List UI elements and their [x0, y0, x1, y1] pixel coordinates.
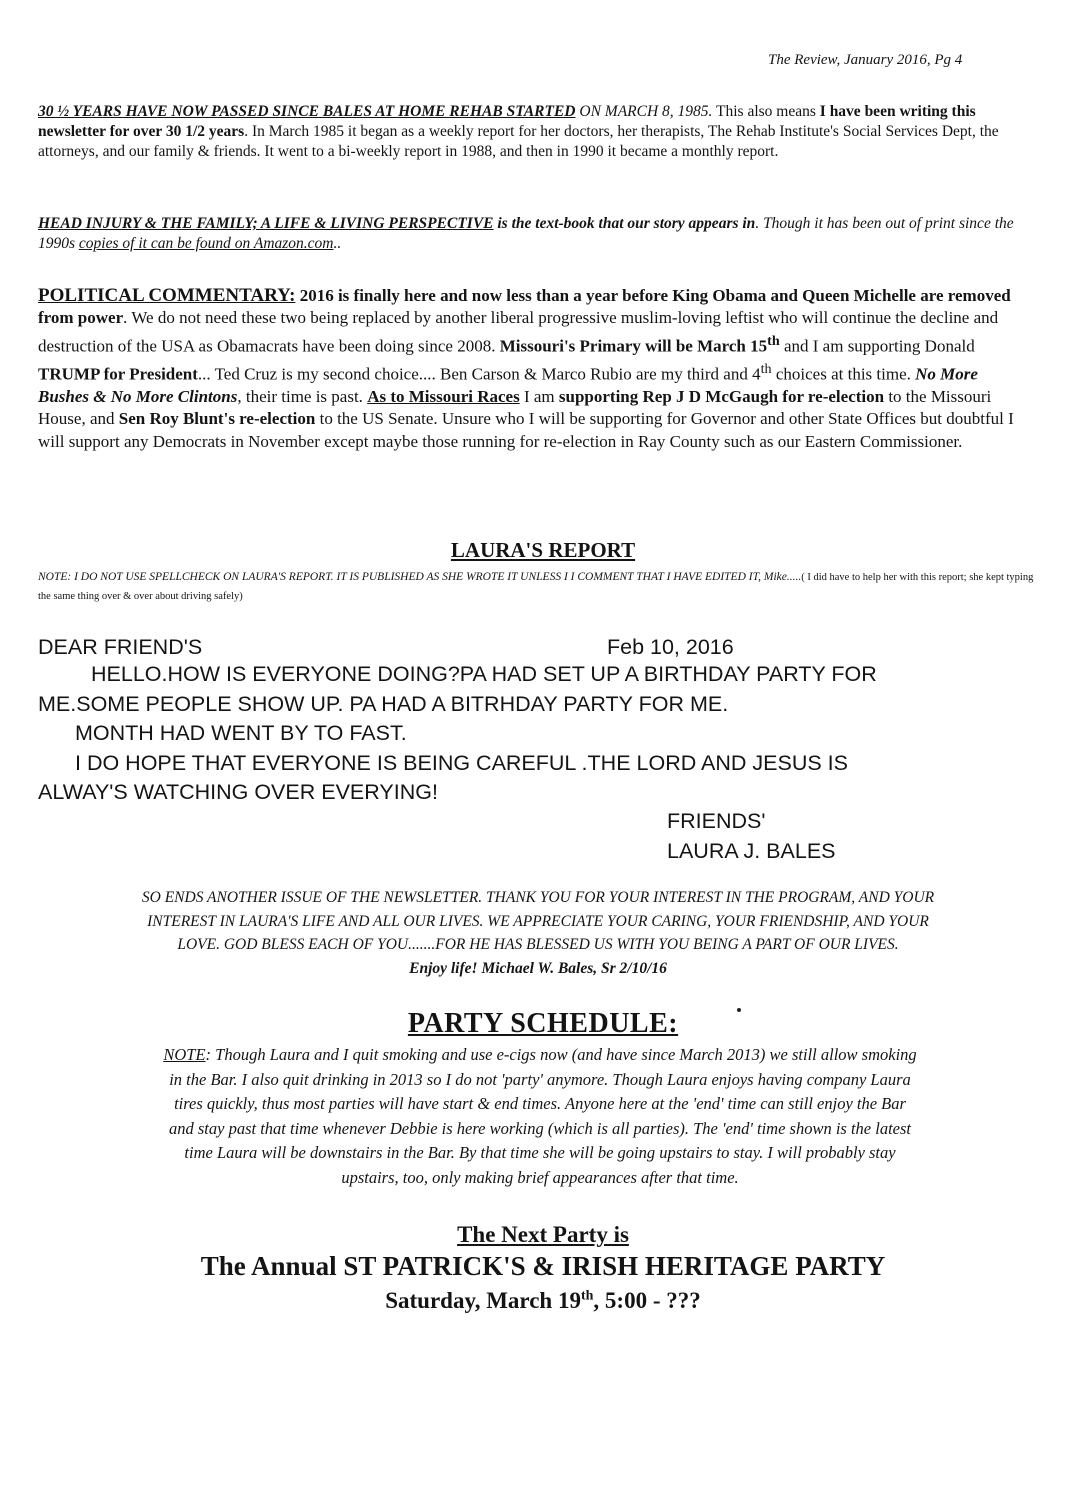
book-title: HEAD INJURY & THE FAMILY; A LIFE & LIVING PERSPECTIVE: [38, 215, 494, 232]
political-bold-1: 2016 is finally here and now less than a year before King Obama and Queen Michelle are removed from power: [38, 286, 1011, 328]
anniversary-date: ON MARCH 8, 1985.: [575, 103, 713, 120]
page-header: The Review, January 2016, Pg 4: [768, 52, 963, 68]
next-party-date-time: , 5:00 - ???: [593, 1288, 701, 1313]
party-schedule-note: [30, 1043, 1050, 1191]
political-text-4: choices at this time.: [771, 364, 916, 384]
party-schedule-title: PARTY SCHEDULE:: [407, 1008, 679, 1039]
next-party-heading: The Next Party is: [457, 1222, 629, 1247]
political-text-1: . We do not need these two being replaced by another liberal progressive muslim-loving leftist who will continue the decline and destruction of the USA as Obamacrats have been doing since 2008.: [38, 308, 999, 356]
letter-line-1: HELLO.HOW IS EVERYONE DOING?PA HAD SET UP A BIRTHDAY PARTY FOR: [91, 662, 877, 686]
political-bold-2: Missouri's Primary will be March 15: [499, 336, 768, 356]
political-text-8: to the US Senate. Unsure who I will be supporting for Governor and other State Offices but doubtful I will support any Democrats in November except maybe those running for re-election in Ray County such as our Eastern Commissioner.: [38, 409, 1014, 451]
closing-message: [38, 886, 1038, 980]
anniversary-bold: I have been writing this newsletter for over 30 1/2 years: [38, 103, 976, 140]
party-note-line-4: and stay past that time whenever Debbie is here working (which is all parties). The 'end' time shown is the latest: [169, 1118, 911, 1138]
letter-line-4: I DO HOPE THAT EVERYONE IS BEING CAREFUL .THE LORD AND JESUS IS: [75, 751, 848, 775]
letter-name: LAURA J. BALES: [667, 839, 836, 863]
book-text: . Though it has been out of print since the 1990s: [38, 215, 1014, 252]
political-text-6: I am: [519, 386, 559, 406]
anniversary-paragraph: [38, 102, 1016, 162]
political-text-5: , their time is past.: [237, 386, 368, 406]
political-sup-2: th: [760, 360, 772, 377]
political-sup-1: th: [767, 332, 780, 349]
party-note-line-3: tires quickly, thus most parties will have start & end times. Anyone here at the 'end' time can still enjoy the Bar: [174, 1094, 906, 1114]
closing-signature: Enjoy life! Michael W. Bales, Sr 2/10/16: [409, 959, 667, 977]
anniversary-text-1: This also means: [712, 103, 816, 120]
stray-dot: [737, 1008, 741, 1012]
letter-line-5: ALWAY'S WATCHING OVER EVERYING!: [38, 780, 438, 804]
closing-line-1: SO ENDS ANOTHER ISSUE OF THE NEWSLETTER. THANK YOU FOR YOUR INTEREST IN THE PROGRAM, AND YOUR: [141, 889, 935, 906]
next-party-date-sup: th: [580, 1288, 594, 1304]
next-party-name: The Annual ST PATRICK'S & IRISH HERITAGE PARTY: [200, 1251, 886, 1281]
party-note-line-2: in the Bar. I also quit drinking in 2013 so I do not 'party' anymore. Though Laura enjoys having company Laura: [169, 1069, 911, 1089]
lauras-report-note-italic: NOTE: I DO NOT USE SPELLCHECK ON LAURA'S REPORT. IT IS PUBLISHED AS SHE WROTE IT UNLESS I I COMMENT THAT I HAVE EDITED IT, Mike.....: [38, 571, 802, 583]
book-bold: is the text-book that our story appears in: [493, 215, 756, 232]
book-amazon-link[interactable]: copies of it can be found on Amazon.com: [78, 235, 334, 252]
political-bold-4: supporting Rep J D McGaugh for re-election: [558, 386, 885, 406]
anniversary-lead: 30 ½ YEARS HAVE NOW PASSED SINCE BALES AT HOME REHAB STARTED: [38, 103, 576, 120]
next-party-date-main: Saturday, March 19: [385, 1288, 581, 1313]
letter-date: Feb 10, 2016: [607, 635, 734, 659]
lauras-report-title: LAURA'S REPORT: [450, 538, 636, 562]
letter-line-2: ME.SOME PEOPLE SHOW UP. PA HAD A BITRHDAY PARTY FOR ME.: [38, 692, 729, 716]
letter-line-3: MONTH HAD WENT BY TO FAST.: [75, 721, 407, 745]
lauras-report-note-plain: ( I did have to help her with this report; she kept typing the same thing over & over about driving safely): [38, 572, 1034, 602]
letter-salutation: DEAR FRIEND'S: [38, 635, 203, 659]
political-text-7: to the Missouri House, and: [38, 386, 992, 429]
lauras-report-note: [38, 568, 1038, 606]
political-bold-5: Sen Roy Blunt's re-election: [118, 409, 316, 429]
political-heading: POLITICAL COMMENTARY:: [38, 285, 296, 306]
letter-signoff: FRIENDS': [667, 809, 766, 833]
book-end: ..: [333, 235, 342, 252]
book-paragraph: [38, 214, 1016, 254]
party-note-line-6: upstairs, too, only making brief appearances after that time.: [341, 1167, 739, 1187]
anniversary-text-2: . In March 1985 it began as a weekly report for her doctors, her therapists, The Rehab Institute's Social Services Dept, the attorneys, and our family & friends. It went to a bi-weekly report in 1988, and then in 1990 it became a monthly report.: [38, 123, 999, 160]
closing-line-2: INTEREST IN LAURA'S LIFE AND ALL OUR LIVES. WE APPRECIATE YOUR CARING, YOUR FRIENDSHIP, AND YOUR: [147, 912, 929, 930]
political-text-2: and I am supporting Donald: [779, 336, 975, 356]
political-bold-italic: No More Bushes & No More Clintons: [38, 364, 978, 406]
political-commentary: [38, 285, 1023, 453]
party-note-label: NOTE: [163, 1045, 206, 1064]
political-missouri-races: As to Missouri Races: [367, 386, 520, 406]
party-note-line-5: time Laura will be downstairs in the Bar. By that time she will be going upstairs to stay. I will probably stay: [184, 1143, 896, 1163]
next-party-date: [0, 1288, 1086, 1314]
political-text-3: ... Ted Cruz is my second choice.... Ben Carson & Marco Rubio are my third and 4: [197, 364, 761, 384]
party-note-line-1: : Though Laura and I quit smoking and use e-cigs now (and have since March 2013) we still allow smoking: [205, 1045, 917, 1064]
political-bold-3: TRUMP for President: [38, 364, 198, 384]
closing-line-3: LOVE. GOD BLESS EACH OF YOU.......FOR HE HAS BLESSED US WITH YOU BEING A PART OF OUR LIVES.: [177, 936, 899, 953]
